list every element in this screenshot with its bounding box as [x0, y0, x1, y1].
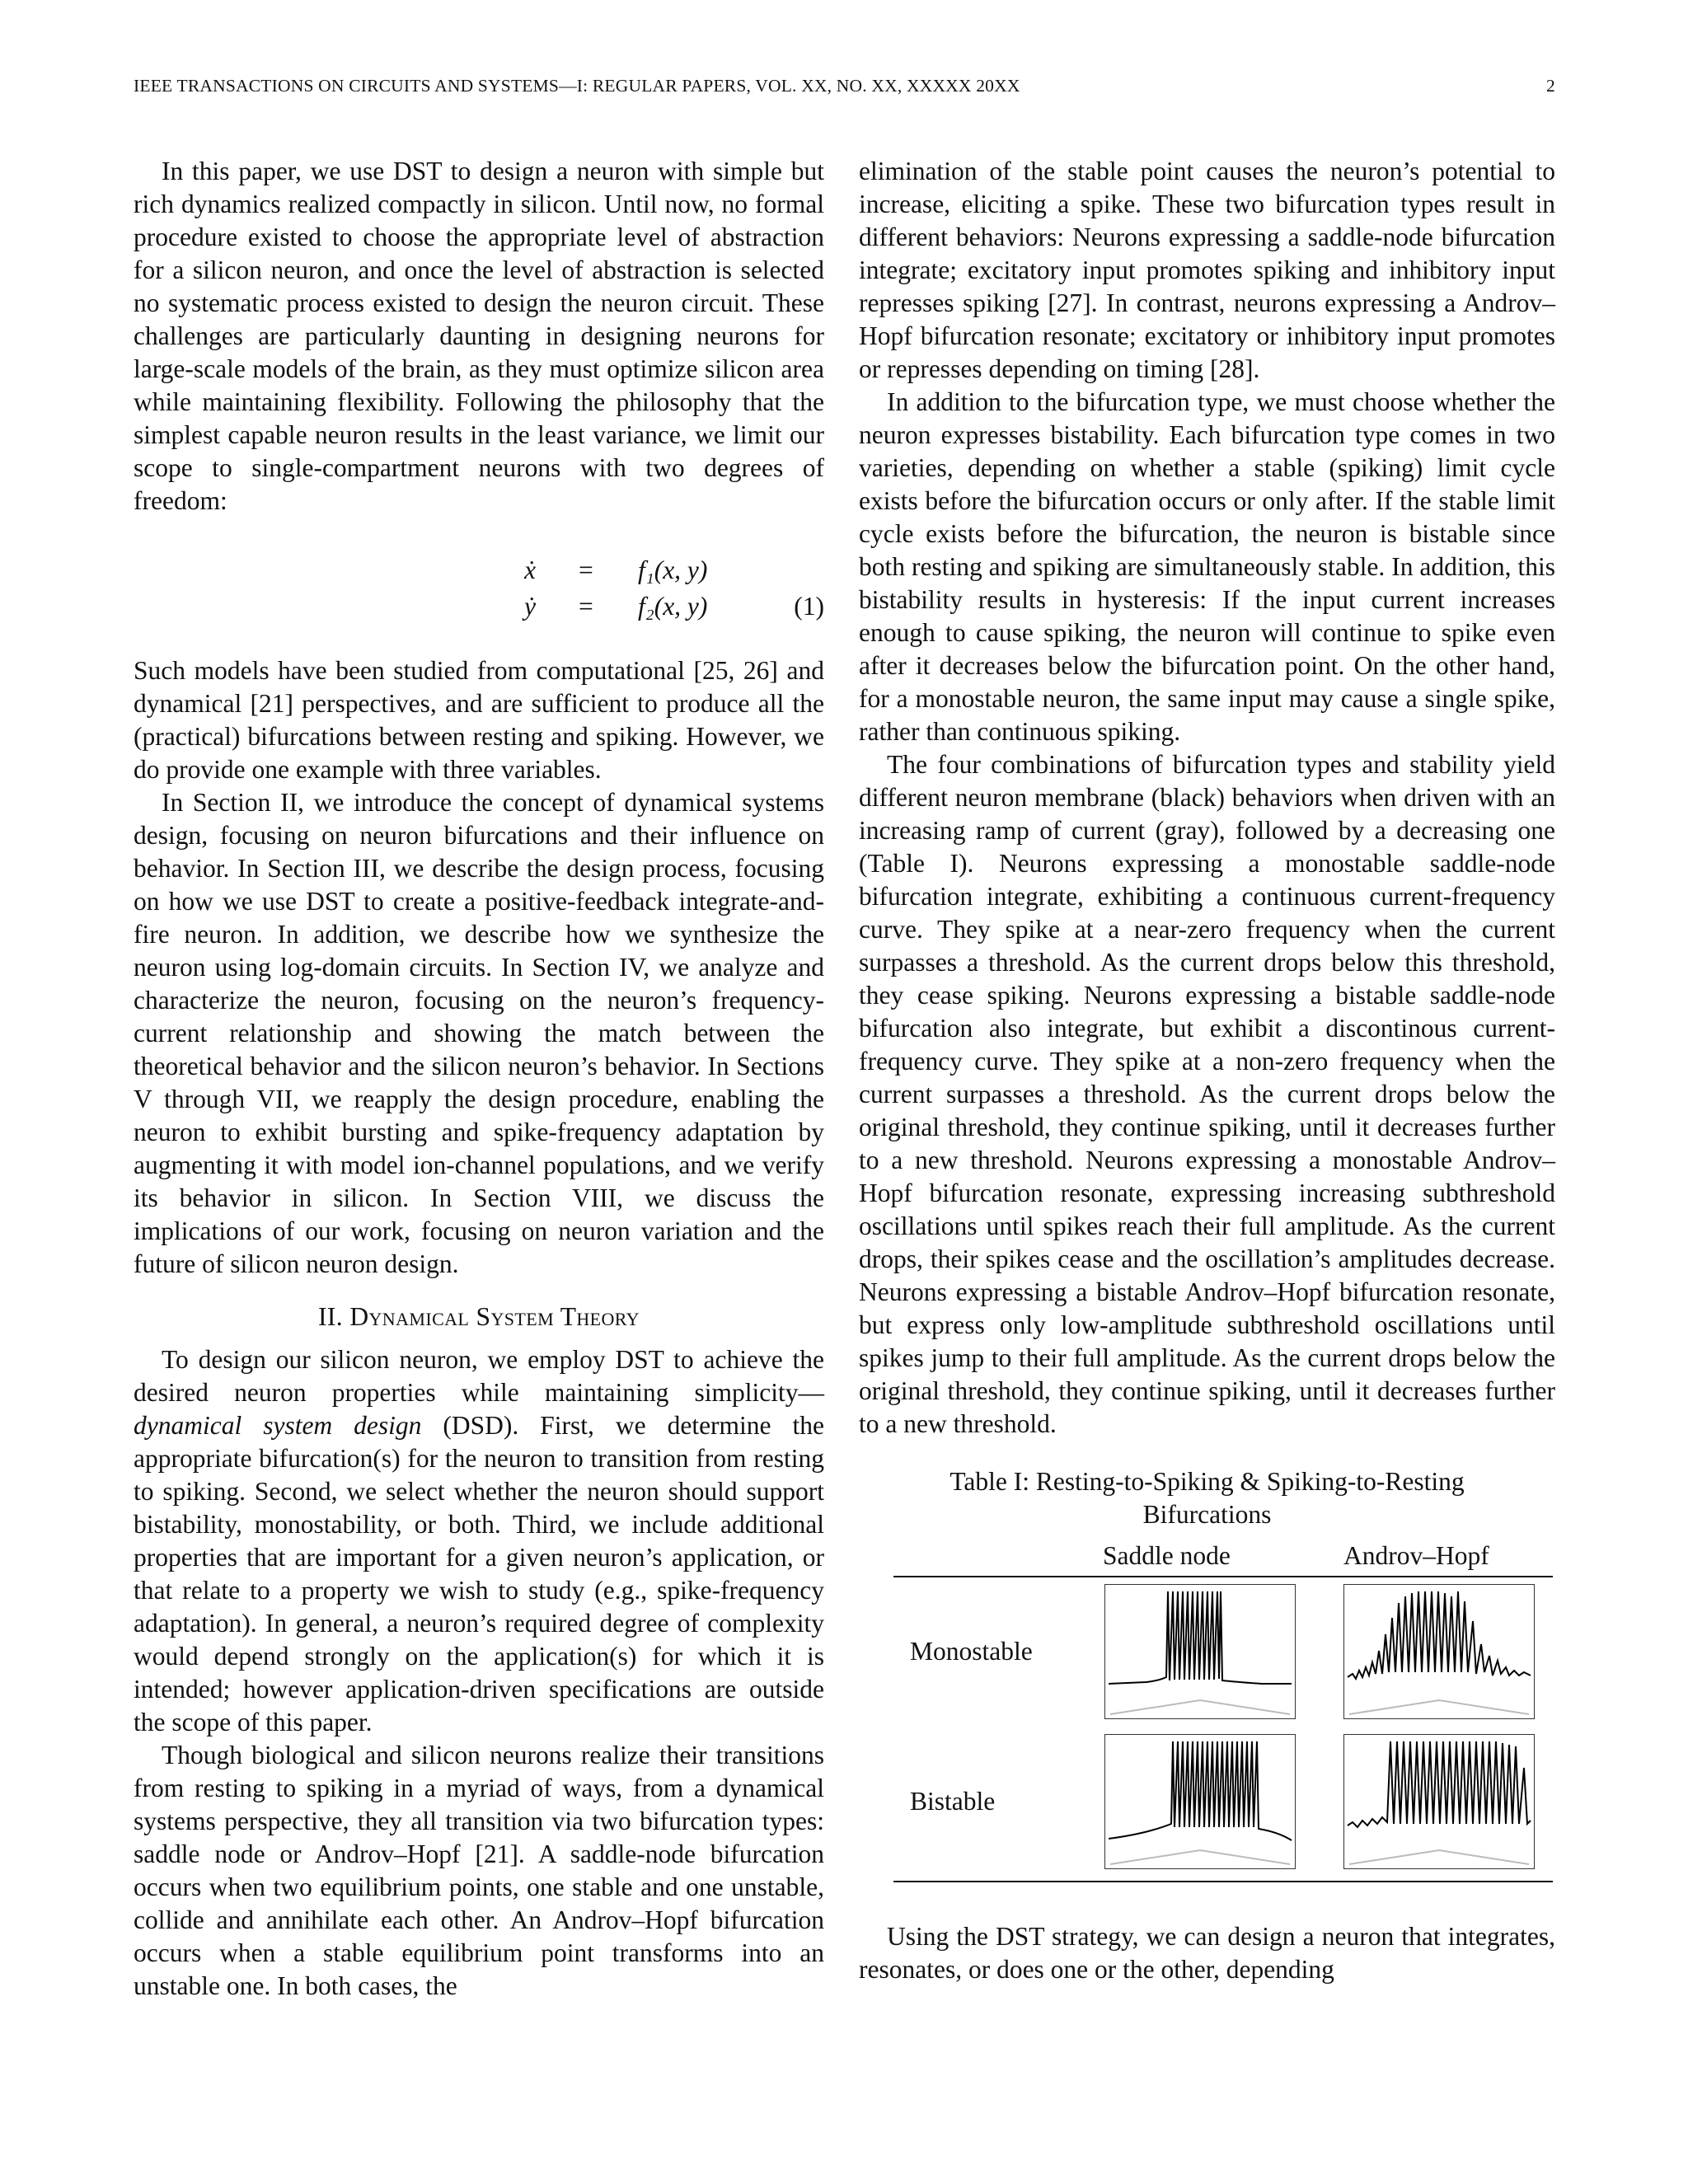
dsd-paragraph	[134, 1343, 824, 1739]
current-ramp	[1110, 1700, 1290, 1714]
paragraph-text: (DSD). First, we determine the appropriate bifurcation(s) for the neuron to transition from resting to spiking. Second, we select whether the neuron should support bistability, monostability, or both. Third, we include additional properties that are important for a given neuron’s application, or that relate to a property we wish to study (e.g., spike-frequency adaptation). In general, a neuron’s required degree of complexity would depend strongly on the application(s) for which it is intended; however application-driven specifications are outside the scope of this paper.	[134, 1411, 824, 1736]
equation-1	[134, 554, 824, 623]
membrane-trace	[1348, 1591, 1531, 1679]
page-number: 2	[1546, 76, 1555, 96]
row-header-monostable: Monostable	[910, 1637, 1033, 1666]
current-ramp	[1349, 1850, 1529, 1864]
membrane-trace	[1109, 1591, 1292, 1684]
plot-monostable-androv-hopf	[1343, 1584, 1535, 1719]
trace-monostable-saddle-node	[1105, 1585, 1295, 1718]
table-bottom-rule	[893, 1881, 1553, 1882]
bifurcation-paragraph: Though biological and silicon neurons realize their transitions from resting to spiking in a myriad of ways, from a dynamical systems perspective, they all transition via two bifurcation types: saddle node or Androv–Hopf [21]. A saddle-node bifurcation occurs when two equilibrium points, one stable and one unstable, collide and annihilate each other. An Androv–Hopf bifurcation occurs when a stable equilibrium point transforms into an unstable one. In both cases, the	[134, 1741, 824, 2000]
current-ramp	[1110, 1850, 1290, 1864]
equation-lhs: ẏ	[524, 592, 536, 621]
continuation-paragraph: elimination of the stable point causes the neuron’s potential to increase, eliciting a spike. These two bifurcation types result in different behaviors: Neurons expressing a saddle-node bifurcation integrate; excitatory input promotes spiking and inhibitory input represses spiking [27]. In contrast, neurons expressing a Androv–Hopf bifurcation resonate; excitatory or inhibitory input promotes or represses depending on timing [28].	[859, 157, 1555, 383]
column-header-saddle-node: Saddle node	[1103, 1541, 1231, 1570]
plot-bistable-saddle-node	[1104, 1734, 1296, 1869]
bistability-paragraph: In addition to the bifurcation type, we must choose whether the neuron expresses bistability. Each bifurcation type comes in two varieties, depending on whether a stable (spiking) limit cycle exists before the bifurcation occurs or only after. If the stable limit cycle exists before the bifurcation, the neuron is bistable since both resting and spiking are simultaneously stable. In addition, this bistability results in hysteresis: If the input current increases enough to cause spiking, the neuron will continue to spike even after it decreases below the bifurcation point. On the other hand, for a monostable neuron, the same input may cause a single spike, rather than continuous spiking.	[859, 387, 1555, 746]
membrane-trace	[1348, 1741, 1531, 1827]
table-caption-line-2: Bifurcations	[1142, 1500, 1272, 1529]
trace-bistable-androv-hopf	[1344, 1735, 1534, 1868]
row-header-bistable: Bistable	[910, 1787, 996, 1816]
strategy-paragraph: Using the DST strategy, we can design a neuron that integrates, resonates, or does one or the other, depending	[859, 1922, 1555, 1984]
equation-row-1	[389, 554, 824, 587]
paragraph-text: To design our silicon neuron, we employ DST to achieve the desired neuron properties while maintaining simplicity—	[134, 1345, 824, 1407]
outline-paragraph: In Section II, we introduce the concept of dynamical systems design, focusing on neuron bifurcations and their influence on behavior. In Section III, we describe the design process, focusing on how we use DST to create a positive-feedback integrate-and-fire neuron. In addition, we describe how we synthesize the neuron using log-domain circuits. In Section IV, we analyze and characterize the neuron, focusing on the neuron’s frequency-current relationship and showing the match between the theoretical behavior and the silicon neuron’s behavior. In Sections V through VII, we reapply the design procedure, enabling the neuron to exhibit bursting and spike-frequency adaptation by augmenting it with model ion-channel populations, and we verify its behavior in silicon. In Section VIII, we discuss the implications of our work, focusing on neuron variation and the future of silicon neuron design.	[134, 788, 824, 1278]
equation-rhs: f₁(x, y)	[638, 555, 708, 584]
journal-title: IEEE TRANSACTIONS ON CIRCUITS AND SYSTEMS—I: REGULAR PAPERS, VOL. XX, NO. XX, XXXXX 20XX	[134, 76, 1020, 96]
equation-number: (1)	[794, 592, 824, 621]
equation-equals: =	[579, 555, 593, 584]
table-body	[893, 1538, 1553, 1884]
equation-rhs: f₂(x, y)	[638, 592, 708, 621]
left-column	[134, 155, 824, 2003]
section-title: Dynamical System Theory	[349, 1302, 640, 1331]
section-heading	[134, 1301, 824, 1333]
current-ramp	[1349, 1700, 1529, 1714]
trace-monostable-androv-hopf	[1344, 1585, 1534, 1718]
table-1	[859, 1465, 1555, 1884]
plot-bistable-androv-hopf	[1343, 1734, 1535, 1869]
table-top-rule	[893, 1576, 1553, 1577]
plot-monostable-saddle-node	[1104, 1584, 1296, 1719]
equation-row-2	[389, 590, 824, 623]
intro-paragraph: In this paper, we use DST to design a neuron with simple but rich dynamics realized compactly in silicon. Until now, no formal procedure existed to choose the appropriate level of abstraction for a silicon neuron, and once the level of abstraction is selected no systematic process existed to design the neuron circuit. These challenges are particularly daunting in designing neurons for large-scale models of the brain, as they must optimize silicon area while maintaining flexibility. Following the philosophy that the simplest capable neuron results in the least variance, we limit our scope to single-compartment neurons with two degrees of freedom:	[134, 157, 824, 515]
membrane-trace	[1109, 1741, 1292, 1840]
models-paragraph: Such models have been studied from computational [25, 26] and dynamical [21] perspectives, and are sufficient to produce all the (practical) bifurcations between resting and spiking. However, we do provide one example with three variables.	[134, 656, 824, 784]
trace-bistable-saddle-node	[1105, 1735, 1295, 1868]
emphasized-term: dynamical system design	[134, 1411, 422, 1440]
table-caption-line-1: Table I: Resting-to-Spiking & Spiking-to-Resting	[950, 1467, 1465, 1496]
section-number: II.	[318, 1302, 344, 1331]
running-header	[134, 76, 1555, 105]
equation-lhs: ẋ	[524, 555, 536, 584]
column-header-androv-hopf: Androv–Hopf	[1343, 1541, 1489, 1570]
combinations-paragraph: The four combinations of bifurcation types and stability yield different neuron membrane (black) behaviors when driven with an increasing ramp of current (gray), followed by a decreasing one (Table I). Neurons expressing a monostable saddle-node bifurcation integrate, exhibiting a continuous current-frequency curve. They spike at a near-zero frequency when the current surpasses a threshold. As the current drops below this threshold, they cease spiking. Neurons expressing a bistable saddle-node bifurcation also integrate, but exhibit a discontinous current-frequency curve. They spike at a non-zero frequency when the current surpasses a threshold. As the current drops below the original threshold, they continue spiking, until it decreases further to a new threshold. Neurons expressing a monostable Androv–Hopf bifurcation resonate, expressing increasing subthreshold oscillations until spikes reach their full amplitude. As the current drops, their spikes cease and the oscillation’s amplitudes decrease. Neurons expressing a bistable Androv–Hopf bifurcation resonate, but express only low-amplitude subthreshold oscillations until spikes jump to their full amplitude. As the current drops below the original threshold, they continue spiking, until it decreases further to a new threshold.	[859, 750, 1555, 1438]
right-column	[859, 155, 1555, 1986]
equation-equals: =	[579, 592, 593, 621]
